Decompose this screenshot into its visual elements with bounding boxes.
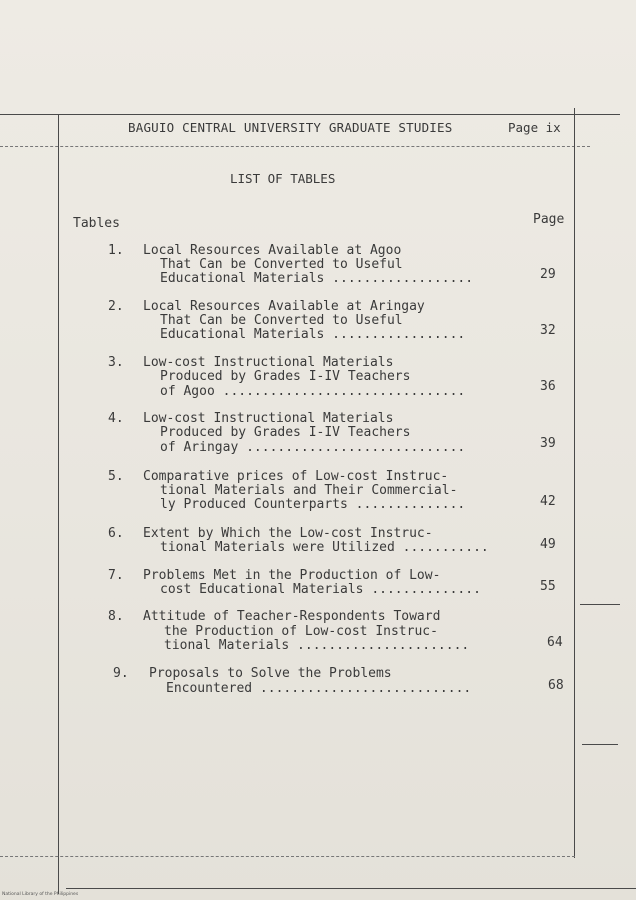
entry-title-line: Proposals to Solve the Problems [149,666,392,681]
entry-title-line: of Agoo ............................... [160,384,466,399]
entry-page-number: 49 [540,537,556,552]
entry-title-line: Local Resources Available at Agoo [143,243,402,258]
entry-title-line: Problems Met in the Production of Low- [143,568,441,583]
entry-title-line: Produced by Grades I-IV Teachers [160,369,411,384]
entry-page-number: 68 [548,678,564,693]
header-page-number: Page ix [508,120,561,135]
entry-title-line: Low-cost Instructional Materials [143,411,394,426]
entry-page-number: 64 [547,635,563,650]
entry-page-number: 32 [540,323,556,338]
entry-title-line: the Production of Low-cost Instruc- [164,624,438,639]
entry-title-line: tional Materials ...................... [164,638,470,653]
entry-title-line: Educational Materials ................. [160,327,466,342]
entry-title-line: Low-cost Instructional Materials [143,355,394,370]
entry-title-line: of Aringay ............................ [160,440,466,455]
entry-page-number: 29 [540,267,556,282]
entry-title-line: Comparative prices of Low-cost Instruc- [143,469,449,484]
page-column-heading: Page [533,212,565,227]
entry-number: 7. [108,568,124,583]
entry-page-number: 55 [540,579,556,594]
bottom-rule [0,856,575,858]
entry-title-line: Produced by Grades I-IV Teachers [160,425,411,440]
entry-title-line: Extent by Which the Low-cost Instruc- [143,526,433,541]
entry-number: 4. [108,411,124,426]
entry-title-line: Educational Materials .................. [160,271,474,286]
entry-page-number: 36 [540,379,556,394]
right-margin-tick [580,604,620,605]
entry-number: 9. [113,666,129,681]
header-title: BAGUIO CENTRAL UNIVERSITY GRADUATE STUDIES [128,120,453,135]
entry-number: 8. [108,609,124,624]
top-border-line [0,114,620,115]
left-border-line [58,114,59,894]
entry-number: 3. [108,355,124,370]
list-title: LIST OF TABLES [230,171,336,186]
entry-page-number: 42 [540,494,556,509]
right-margin-tick-2 [582,744,618,745]
entry-title-line: Local Resources Available at Aringay [143,299,425,314]
entry-title-line: Attitude of Teacher-Respondents Toward [143,609,441,624]
entry-title-line: That Can be Converted to Useful [160,313,403,328]
right-border-line [574,108,575,858]
entry-title-line: Encountered ........................... [166,681,472,696]
entry-title-line: tional Materials were Utilized ........... [160,540,489,555]
tables-column-heading: Tables [73,216,120,231]
entry-title-line: That Can be Converted to Useful [160,257,403,272]
entry-title-line: tional Materials and Their Commercial- [160,483,458,498]
entry-page-number: 39 [540,436,556,451]
entry-number: 5. [108,469,124,484]
archive-footer-note: National Library of the Philippines [2,892,79,897]
entry-title-line: ly Produced Counterparts .............. [160,497,466,512]
entry-title-line: cost Educational Materials .............. [160,582,481,597]
entry-number: 2. [108,299,124,314]
header-rule [0,146,590,148]
entry-number: 6. [108,526,124,541]
bottom-border-line [66,888,636,889]
entry-number: 1. [108,243,124,258]
